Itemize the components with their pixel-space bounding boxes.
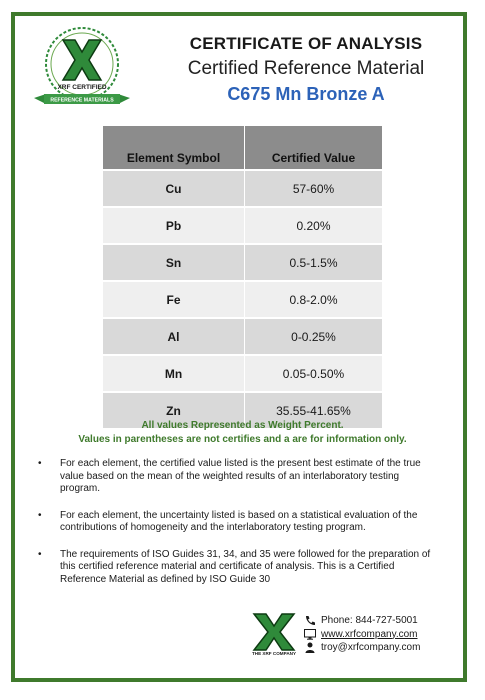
xrf-certified-logo [30, 24, 134, 114]
weight-percent-note [30, 419, 455, 447]
element-symbol: Mn [103, 355, 245, 392]
certificate-header [160, 34, 452, 105]
element-symbol: Sn [103, 244, 245, 281]
certified-value: 35.55-41.65% [245, 392, 383, 428]
table-row [103, 281, 382, 318]
contact-info [304, 614, 420, 655]
person-icon [304, 642, 316, 653]
email-row [304, 641, 420, 655]
column-header-value: Certified Value [245, 126, 383, 170]
table-row [103, 355, 382, 392]
monitor-icon [304, 629, 316, 640]
statement-text: For each element, the certified value listed is the present best estimate of the true value based on the mean of the weighted results of an interlaboratory testing program. [60, 458, 421, 494]
bullet-icon: • [38, 509, 42, 521]
column-header-symbol: Element Symbol [103, 126, 245, 170]
statement-list [38, 458, 438, 600]
list-item [38, 549, 438, 587]
certified-value: 0.05-0.50% [245, 355, 383, 392]
note-line-2: Values in parentheses are not certifies and a are for information only. [78, 434, 407, 445]
certified-value: 57-60% [245, 170, 383, 207]
phone-icon [304, 615, 316, 626]
certificate-subtitle: Certified Reference Material [187, 58, 425, 79]
statement-text: The requirements of ISO Guides 31, 34, and 35 were followed for the preparation of this certified reference material and certificate of analysis. This is a Certified Reference Material as defined by ISO Guide 30 [60, 548, 431, 585]
table-header-row [103, 126, 382, 170]
table-row [103, 207, 382, 244]
statement-text: For each element, the uncertainty listed is based on a statistical evaluation of the contributions of homogeneity and the interlaboratory testing program. [60, 509, 418, 533]
phone-number: Phone: 844-727-5001 [321, 615, 418, 626]
list-item [38, 458, 438, 496]
email-address[interactable]: troy@xrfcompany.com [321, 642, 421, 653]
xrf-company-logo [248, 612, 300, 656]
element-symbol: Pb [103, 207, 245, 244]
phone-row [304, 614, 420, 628]
certified-value: 0.5-1.5% [245, 244, 383, 281]
svg-text:XRF CERTIFIED: XRF CERTIFIED [57, 84, 107, 91]
website-link[interactable]: www.xrfcompany.com [321, 628, 418, 640]
list-item [38, 510, 438, 535]
table-row [103, 318, 382, 355]
element-symbol: Zn [103, 392, 245, 428]
certified-value: 0.20% [245, 207, 383, 244]
certified-value: 0.8-2.0% [245, 281, 383, 318]
svg-text:REFERENCE MATERIALS: REFERENCE MATERIALS [50, 97, 114, 104]
element-symbol: Cu [103, 170, 245, 207]
element-symbol: Fe [103, 281, 245, 318]
note-line-1: All values Represented as Weight Percent. [141, 420, 344, 431]
svg-text:THE XRF COMPANY: THE XRF COMPANY [251, 651, 297, 656]
material-name: C675 Mn Bronze A [227, 84, 385, 104]
bullet-icon: • [38, 548, 42, 560]
certified-value: 0-0.25% [245, 318, 383, 355]
certificate-title: CERTIFICATE OF ANALYSIS [189, 34, 423, 53]
bullet-icon: • [38, 458, 42, 469]
element-values-table [103, 126, 382, 428]
table-row [103, 170, 382, 207]
table-row [103, 244, 382, 281]
element-symbol: Al [103, 318, 245, 355]
website-row [304, 628, 420, 642]
